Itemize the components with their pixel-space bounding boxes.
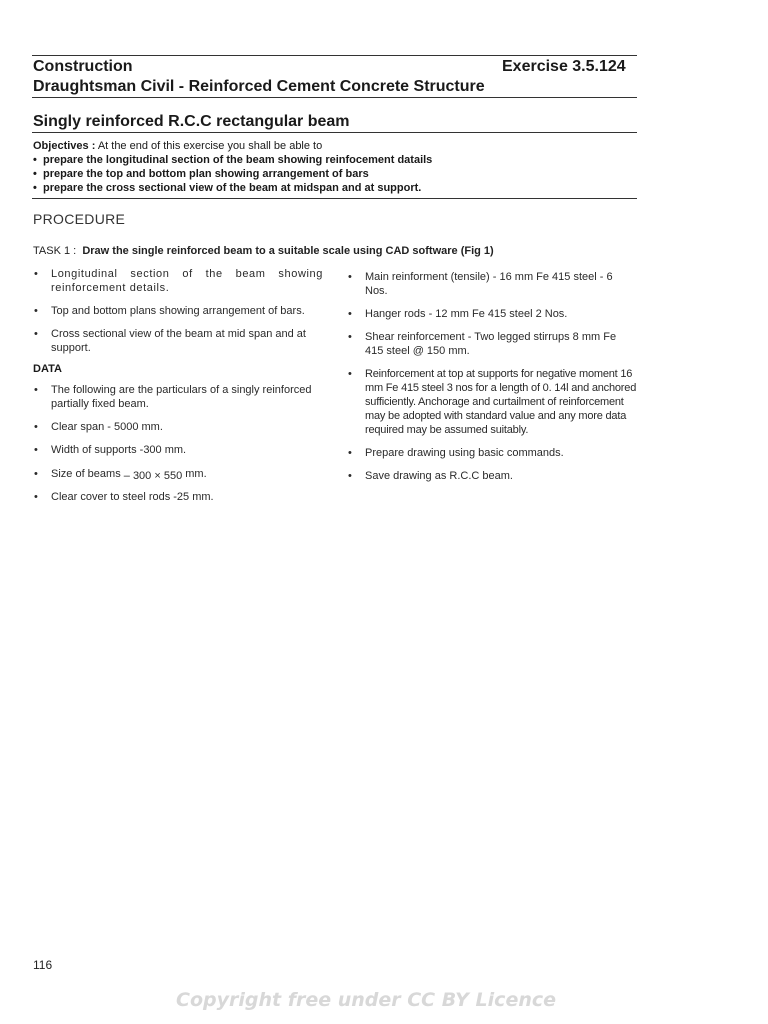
beam-size-value: – 300 × 550 xyxy=(123,470,183,482)
list-item: • The following are the particulars of a singly reinforced partially fixed beam. xyxy=(34,384,312,410)
title-rule xyxy=(32,132,637,133)
task-text: Draw the single reinforced beam to a suitable scale using CAD software (Fig 1) xyxy=(82,245,494,257)
list-item: • Top and bottom plans showing arrangement of bars. xyxy=(34,305,305,317)
list-item: • Size of beams – 300 × 550 mm. xyxy=(34,468,207,482)
list-item: • Longitudinal section of the beam showing reinforcement details. xyxy=(34,268,323,294)
header-bottom-rule xyxy=(32,97,637,98)
header-exercise: Exercise 3.5.124 xyxy=(502,58,626,75)
left-column xyxy=(33,267,323,504)
right-column xyxy=(347,270,637,483)
copyright-footer: Copyright free under CC BY Licence xyxy=(176,989,556,1011)
header-course: Draughtsman Civil - Reinforced Cement Concrete Structure xyxy=(33,78,485,95)
list-item: • Clear cover to steel rods -25 mm. xyxy=(34,491,214,503)
data-heading: DATA xyxy=(33,363,62,375)
objective-item: • prepare the cross sectional view of the beam at midspan and at support. xyxy=(33,182,422,194)
page-number: 116 xyxy=(33,958,53,972)
task-label: TASK 1 : xyxy=(33,245,77,257)
list-item: • Hanger rods - 12 mm Fe 415 steel 2 Nos. xyxy=(348,308,568,320)
header-top-rule xyxy=(32,55,637,56)
procedure-heading: PROCEDURE xyxy=(33,211,126,227)
list-item: • Cross sectional view of the beam at mid span and at support. xyxy=(34,328,306,354)
list-item: • Save drawing as R.C.C beam. xyxy=(348,470,513,482)
objective-item: • prepare the top and bottom plan showing arrangement of bars xyxy=(33,168,369,180)
list-item: • Width of supports -300 mm. xyxy=(34,444,187,456)
list-item: • Prepare drawing using basic commands. xyxy=(348,447,564,459)
objectives-rule xyxy=(32,198,637,199)
page-title: Singly reinforced R.C.C rectangular beam xyxy=(33,113,350,130)
objective-item: • prepare the longitudinal section of the beam showing reinfocement datails xyxy=(33,154,433,166)
objectives xyxy=(33,139,638,195)
header-section: Construction xyxy=(33,58,133,75)
list-item: • Clear span - 5000 mm. xyxy=(34,421,163,433)
list-item: • Reinforcement at top at supports for negative moment 16 mm Fe 415 steel 3 nos for a length of 0. 14l and anchored sufficiently. Anchorage and curtailment of reinforcement may be adopted with standard value and any more data required may be assumed suitably. xyxy=(348,368,637,436)
objectives-label: Objectives : xyxy=(33,140,96,152)
task-line xyxy=(33,245,494,257)
list-item: • Shear reinforcement - Two legged stirrups 8 mm Fe 415 steel @ 150 mm. xyxy=(348,331,617,357)
list-item: • Main reinforment (tensile) - 16 mm Fe 415 steel - 6 Nos. xyxy=(348,271,613,297)
objectives-intro: At the end of this exercise you shall be able to xyxy=(97,140,323,152)
